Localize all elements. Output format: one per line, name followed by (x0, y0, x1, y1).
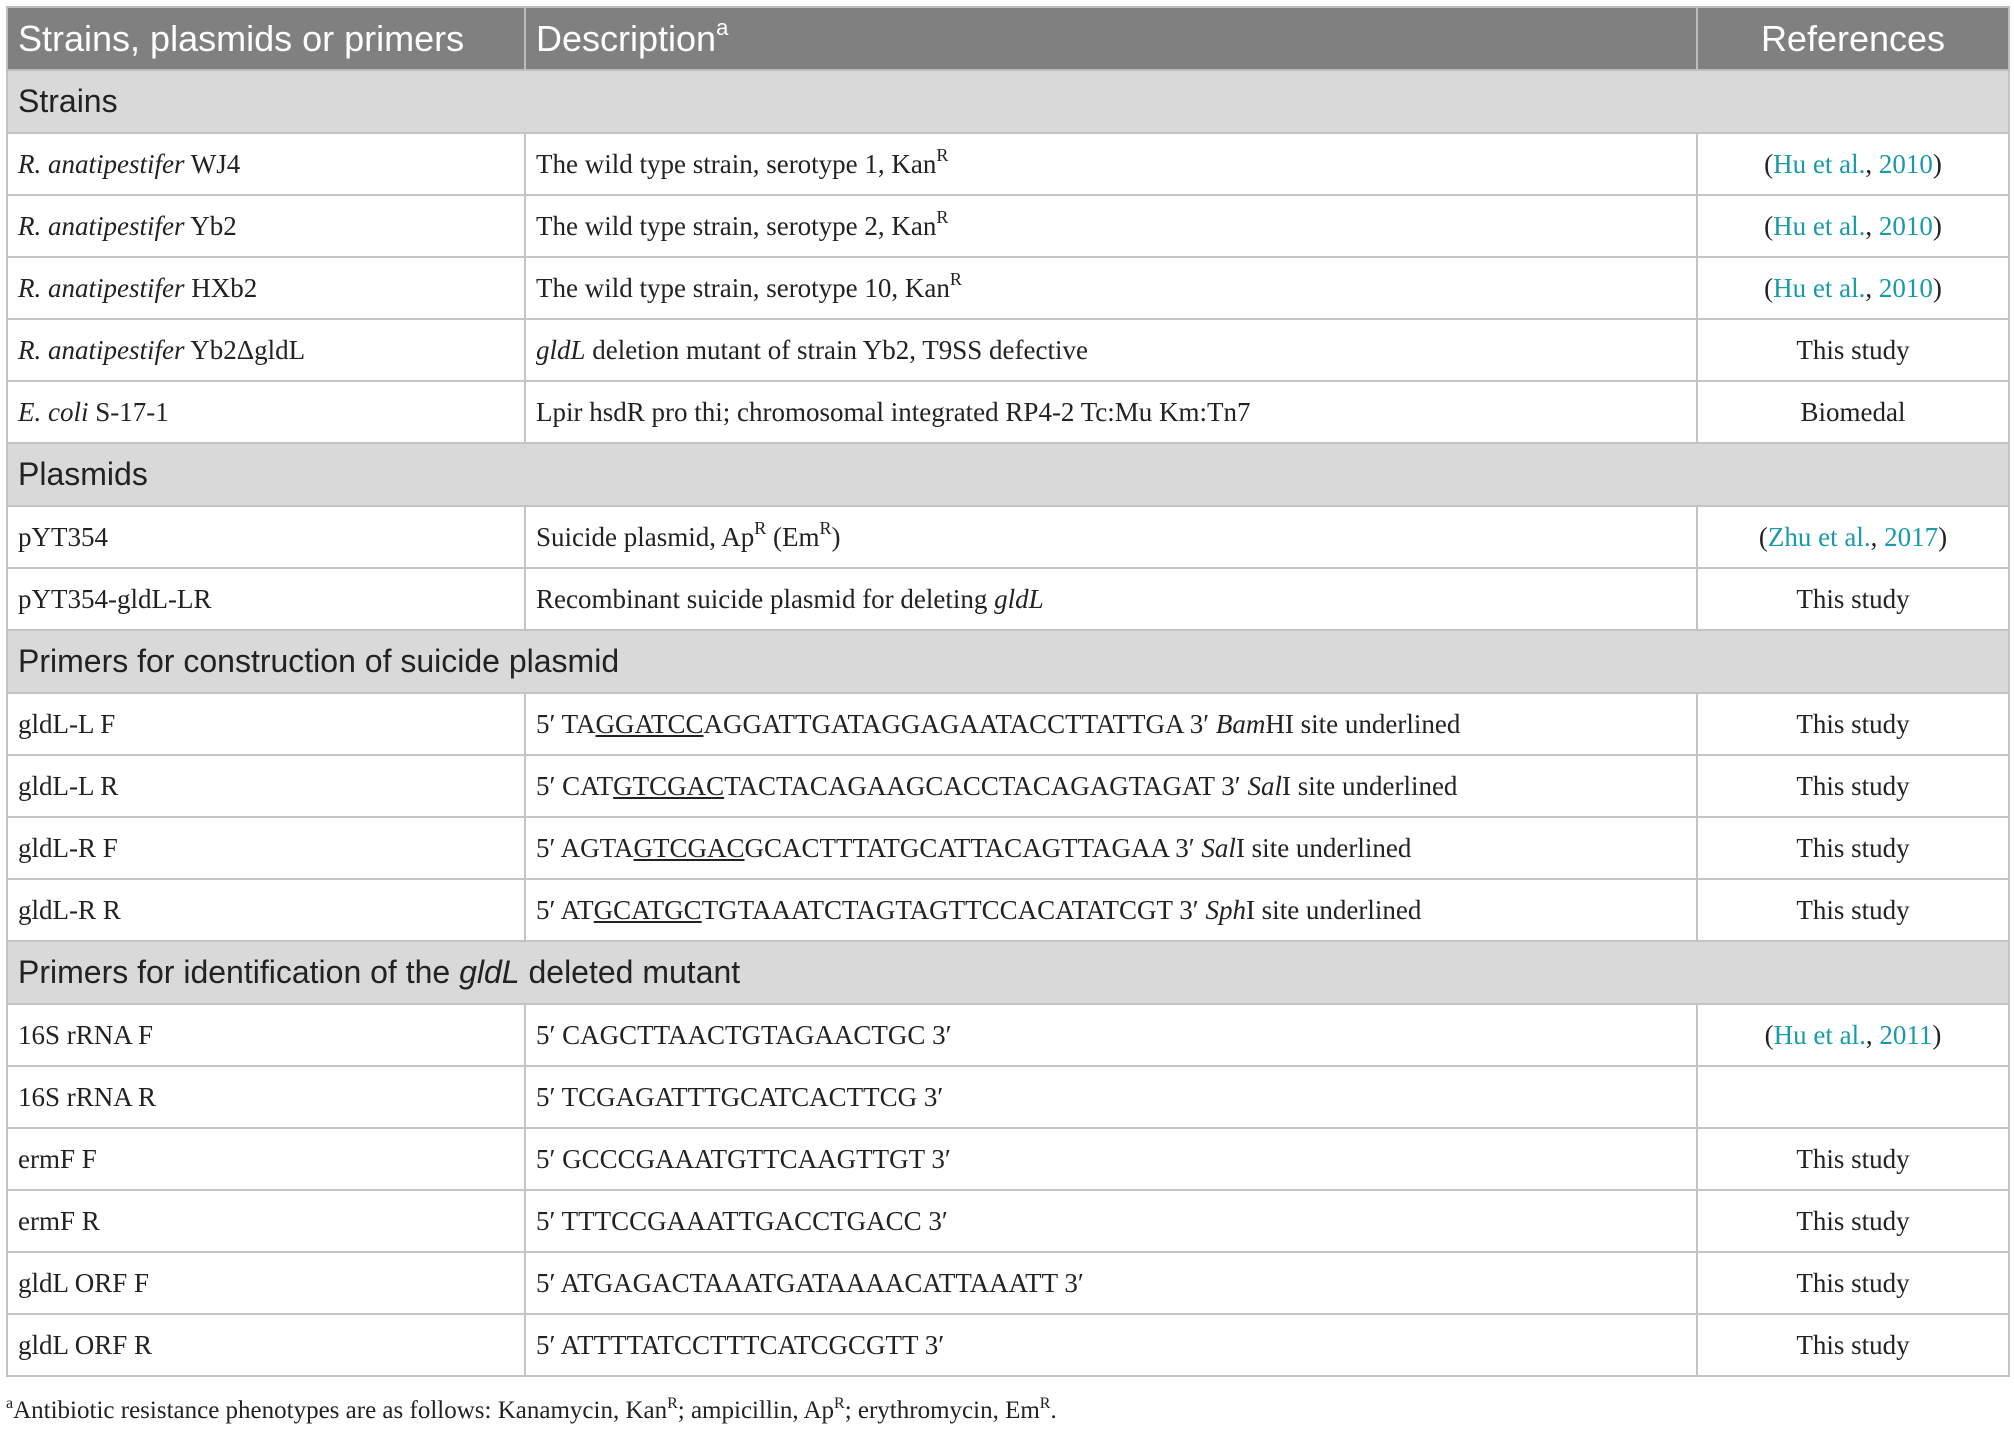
ref-separator: , (1865, 1019, 1880, 1050)
sequence-text: GCACTTTATGCATTACAGTTAGAA 3′ (744, 832, 1202, 863)
row-description (525, 319, 1697, 381)
row-name (7, 319, 525, 381)
table-row (7, 1252, 2009, 1314)
header-col3-text: References (1760, 17, 1946, 59)
table-row (7, 817, 2009, 879)
row-name: pYT354 (7, 506, 525, 568)
citation-year-link[interactable]: 2011 (1879, 1019, 1933, 1050)
ref-paren: ( (1764, 148, 1774, 179)
table-row (7, 381, 2009, 443)
row-name (7, 133, 525, 195)
footnote-text: ; ampicillin, Ap (677, 1397, 835, 1424)
row-description (525, 693, 1697, 755)
section-title (7, 941, 2009, 1004)
row-name: gldL-R F (7, 817, 525, 879)
table-header-row (7, 7, 2009, 70)
row-reference: This study (1697, 1252, 2009, 1314)
citation-year-link[interactable]: 2010 (1878, 210, 1933, 241)
table-row (7, 133, 2009, 195)
row-reference (1697, 257, 2009, 319)
gene-name: gldL (536, 334, 586, 365)
species-name: R. anatipestifer (18, 210, 185, 241)
description-text: Suicide plasmid, Ap (536, 521, 755, 552)
ref-paren: ( (1764, 272, 1774, 303)
table-row (7, 1066, 2009, 1128)
row-description (525, 879, 1697, 941)
table-row (7, 1314, 2009, 1376)
section-row-plasmids (7, 443, 2009, 506)
row-description: 5′ CAGCTTAACTGTAGAACTGC 3′ (525, 1004, 1697, 1066)
ref-paren: ) (1938, 521, 1948, 552)
description-text: deletion mutant of strain Yb2, T9SS defective (585, 334, 1088, 365)
row-description: 5′ TCGAGATTTGCATCACTTCG 3′ (525, 1066, 1697, 1128)
strain-name: Yb2ΔgldL (184, 334, 306, 365)
row-description (525, 257, 1697, 319)
enzyme-name: Sph (1205, 894, 1246, 925)
superscript: R (936, 206, 949, 227)
row-name: 16S rRNA F (7, 1004, 525, 1066)
ref-paren: ( (1764, 1019, 1774, 1050)
description-text: (Em (766, 521, 820, 552)
table-row (7, 693, 2009, 755)
header-references (1697, 7, 2009, 70)
strain-name: HXb2 (184, 272, 258, 303)
ref-paren: ) (1932, 272, 1942, 303)
description-text: The wild type strain, serotype 2, Kan (536, 210, 937, 241)
strain-name: S-17-1 (88, 396, 169, 427)
species-name: R. anatipestifer (18, 334, 185, 365)
table-row (7, 257, 2009, 319)
enzyme-name: Sal (1201, 832, 1236, 863)
row-reference (1697, 133, 2009, 195)
section-row-primers-identification (7, 941, 2009, 1004)
ref-paren: ) (1932, 148, 1942, 179)
row-name: gldL ORF R (7, 1314, 525, 1376)
sequence-text: TGTAAATCTAGTAGTTCCACATATCGT 3′ (701, 894, 1206, 925)
row-name: ermF F (7, 1128, 525, 1190)
sequence-text: 5′ CAT (536, 770, 614, 801)
row-description (525, 568, 1697, 630)
table-row (7, 879, 2009, 941)
row-name: gldL-L R (7, 755, 525, 817)
footnote-text: ; erythromycin, Em (844, 1397, 1040, 1424)
table-row (7, 195, 2009, 257)
row-reference: This study (1697, 1314, 2009, 1376)
row-reference: Biomedal (1697, 381, 2009, 443)
section-title-text: Primers for identification of the (18, 954, 460, 990)
enzyme-name: Sal (1247, 770, 1282, 801)
table-row (7, 1004, 2009, 1066)
ref-paren: ) (1932, 1019, 1942, 1050)
row-reference: This study (1697, 755, 2009, 817)
sequence-text: 5′ TA (536, 708, 596, 739)
table-row (7, 568, 2009, 630)
description-text: The wild type strain, serotype 1, Kan (536, 148, 937, 179)
row-description: 5′ GCCCGAAATGTTCAAGTTGT 3′ (525, 1128, 1697, 1190)
row-reference (1697, 195, 2009, 257)
superscript: R (834, 1395, 845, 1412)
ref-separator: , (1870, 521, 1885, 552)
section-row-strains (7, 70, 2009, 133)
row-name: gldL ORF F (7, 1252, 525, 1314)
ref-separator: , (1865, 210, 1879, 241)
superscript: R (754, 517, 767, 538)
ref-separator: , (1865, 272, 1879, 303)
row-name: gldL-L F (7, 693, 525, 755)
site-note: I site underlined (1245, 894, 1422, 925)
table-row (7, 506, 2009, 568)
footnote-text: Antibiotic resistance phenotypes are as follows: Kanamycin, Kan (13, 1397, 668, 1424)
row-reference: This study (1697, 568, 2009, 630)
row-name: 16S rRNA R (7, 1066, 525, 1128)
citation-author-link[interactable]: Hu et al. (1773, 148, 1866, 179)
species-name: R. anatipestifer (18, 272, 185, 303)
description-text: Recombinant suicide plasmid for deleting (536, 583, 995, 614)
strain-name: WJ4 (184, 148, 241, 179)
row-description (525, 817, 1697, 879)
row-reference (1697, 506, 2009, 568)
row-name (7, 381, 525, 443)
row-description (525, 755, 1697, 817)
row-reference: This study (1697, 1128, 2009, 1190)
description-text: ) (831, 521, 841, 552)
table-wrapper (6, 6, 2008, 1377)
superscript: R (936, 144, 949, 165)
section-title: Plasmids (7, 443, 2009, 506)
row-description: Lpir hsdR pro thi; chromosomal integrated RP4-2 Tc:Mu Km:Tn7 (525, 381, 1697, 443)
row-reference: This study (1697, 319, 2009, 381)
header-strains-plasmids-primers (7, 7, 525, 70)
gene-name: gldL (459, 954, 520, 990)
header-col1-text: Strains, plasmids or primers (18, 17, 465, 59)
ref-paren: ( (1758, 521, 1768, 552)
row-name (7, 257, 525, 319)
species-name: R. anatipestifer (18, 148, 185, 179)
section-title-text: deleted mutant (519, 954, 741, 990)
citation-author-link[interactable]: Zhu et al. (1767, 521, 1871, 552)
footnote-text: . (1050, 1397, 1057, 1424)
row-description (525, 195, 1697, 257)
row-name: ermF R (7, 1190, 525, 1252)
table-footnote (6, 1397, 1057, 1425)
species-name: E. coli (18, 396, 89, 427)
row-description: 5′ TTTCCGAAATTGACCTGACC 3′ (525, 1190, 1697, 1252)
citation-year-link[interactable]: 2010 (1878, 148, 1933, 179)
row-reference: This study (1697, 817, 2009, 879)
description-text: The wild type strain, serotype 10, Kan (536, 272, 950, 303)
citation-author-link[interactable]: Hu et al. (1773, 1019, 1866, 1050)
restriction-site: GTCGAC (613, 770, 725, 801)
section-title: Strains (7, 70, 2009, 133)
gene-name: gldL (994, 583, 1044, 614)
restriction-site: GCATGC (593, 894, 702, 925)
table-row (7, 755, 2009, 817)
table-row (7, 1190, 2009, 1252)
strains-plasmids-primers-table (6, 6, 2010, 1377)
row-name (7, 195, 525, 257)
row-description (525, 133, 1697, 195)
site-note: I site underlined (1235, 832, 1412, 863)
row-reference (1697, 1066, 2009, 1128)
superscript: R (1039, 1395, 1051, 1412)
superscript: R (949, 268, 962, 289)
row-description: 5′ ATTTTATCCTTTCATCGCGTT 3′ (525, 1314, 1697, 1376)
ref-paren: ) (1932, 210, 1942, 241)
row-reference: This study (1697, 1190, 2009, 1252)
site-note: HI site underlined (1265, 708, 1461, 739)
sequence-text: 5′ AGTA (536, 832, 634, 863)
ref-paren: ( (1764, 210, 1774, 241)
citation-year-link[interactable]: 2017 (1884, 521, 1939, 552)
row-reference: This study (1697, 693, 2009, 755)
row-description: 5′ ATGAGACTAAATGATAAAACATTAAATT 3′ (525, 1252, 1697, 1314)
sequence-text: 5′ AT (536, 894, 594, 925)
section-row-primers-suicide-plasmid (7, 630, 2009, 693)
section-title: Primers for construction of suicide plasmid (7, 630, 2009, 693)
row-description (525, 506, 1697, 568)
footnote-marker: a (6, 1395, 14, 1412)
footnote-marker: a (716, 14, 729, 40)
table-row (7, 319, 2009, 381)
sequence-text: AGGATTGATAGGAGAATACCTTATTGA 3′ (703, 708, 1216, 739)
table-row (7, 1128, 2009, 1190)
strain-name: Yb2 (184, 210, 237, 241)
sequence-text: TACTACAGAAGCACCTACAGAGTAGAT 3′ (724, 770, 1248, 801)
header-description (525, 7, 1697, 70)
row-name: pYT354-gldL-LR (7, 568, 525, 630)
restriction-site: GTCGAC (633, 832, 745, 863)
enzyme-name: Bam (1215, 708, 1266, 739)
citation-year-link[interactable]: 2010 (1878, 272, 1933, 303)
citation-author-link[interactable]: Hu et al. (1773, 210, 1866, 241)
superscript: R (667, 1395, 678, 1412)
row-name: gldL-R R (7, 879, 525, 941)
row-reference (1697, 1004, 2009, 1066)
ref-separator: , (1865, 148, 1879, 179)
header-col2-text: Description (536, 17, 717, 59)
citation-author-link[interactable]: Hu et al. (1773, 272, 1866, 303)
row-reference: This study (1697, 879, 2009, 941)
superscript: R (819, 517, 832, 538)
site-note: I site underlined (1281, 770, 1458, 801)
restriction-site: GGATCC (595, 708, 704, 739)
